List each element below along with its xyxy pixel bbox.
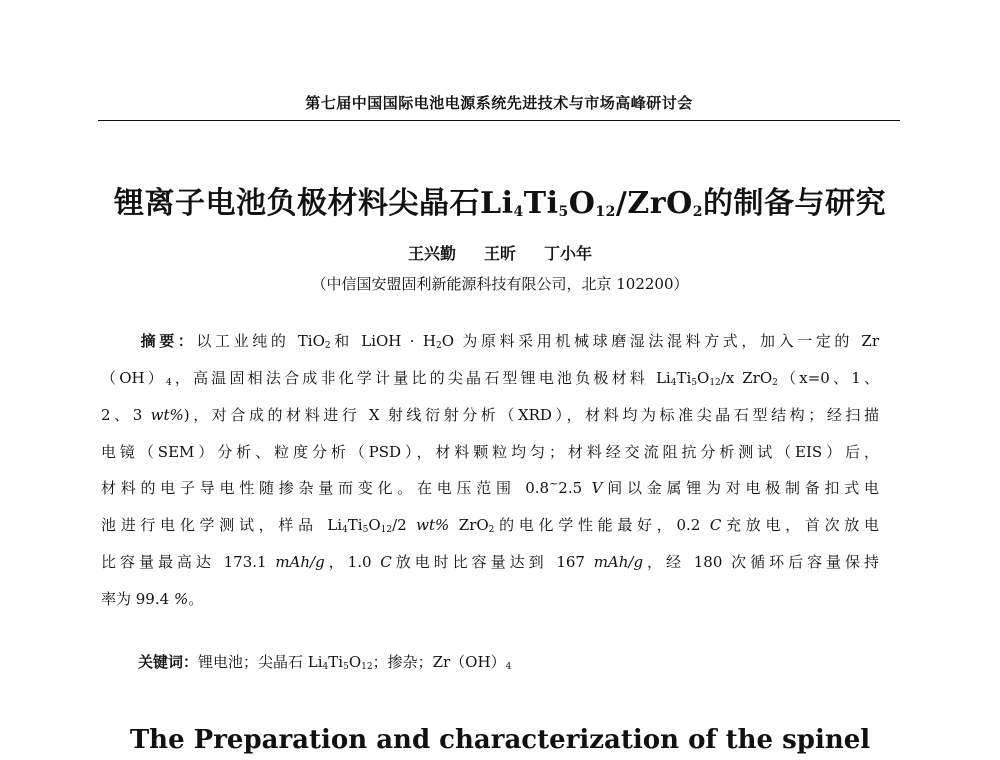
author: 王兴勤 (407, 244, 456, 263)
conference-header: 第七届中国国际电池电源系统先进技术与市场高峰研讨会 (305, 94, 693, 112)
author: 丁小年 (544, 244, 593, 263)
paper-title: 锂离子电池负极材料尖晶石$Li_4Ti_5O_{12}/ZrO_2$的制备与研究 (114, 186, 886, 221)
keywords: 关键词：锂电池；尖晶石 $Li_4Ti_5O_{12}$；掺杂；$Zr(OH)_4$ (138, 653, 512, 672)
english-title: The Preparation and characterization of the spinel (129, 725, 871, 755)
affiliation: （中信国安盟固利新能源科技有限公司，北京 102200） (311, 275, 689, 293)
abstract-label: 摘要： (137, 332, 197, 350)
abstract-line: 率为 99.4 %。 (101, 590, 204, 608)
abstract-line: 电镜（SEM）分析、粒度分析（PSD），材料颗粒均匀；材料经交流阻抗分析测试（EIS）后， (101, 443, 879, 461)
abstract-line: $(OH)_4$，高温固相法合成非化学计量比的尖晶石型锂电池负极材料 $Li_4Ti_5O_{12}/x$ ZrO$_2$（x=0、1、 (101, 369, 879, 388)
abstract-line: 摘要：以工业纯的 TiO$_2$和 LiOH · $H_2O$ 为原料采用机械球磨湿法混料方式，加入一定的 Zr (137, 332, 879, 351)
header-rule (98, 120, 900, 121)
author: 王昕 (483, 244, 516, 263)
author-list (60, 241, 940, 264)
abstract-line: 材料的电子导电性随掺杂量而变化。在电压范围 0.8~2.5 V间以金属锂为对电极制备扣式电 (101, 477, 879, 497)
abstract-line: 池进行电化学测试，样品 $Li_4Ti_5O_{12}/2$ wt% ZrO$_2$的电化学性能最好，0.2 C充放电，首次放电 (101, 516, 879, 535)
title-formula: $Li_4Ti_5O_{12}/ZrO_2$ (480, 186, 703, 221)
abstract-line: 比容量最高达 173.1 mAh/g，1.0 C放电时比容量达到 167 mAh/g，经 180 次循环后容量保持 (101, 553, 880, 571)
keywords-label: 关键词： (138, 653, 199, 671)
abstract-line: 2、3 wt%)，对合成的材料进行 X 射线衍射分析（XRD），材料均为标准尖晶石型结构；经扫描 (101, 406, 879, 424)
